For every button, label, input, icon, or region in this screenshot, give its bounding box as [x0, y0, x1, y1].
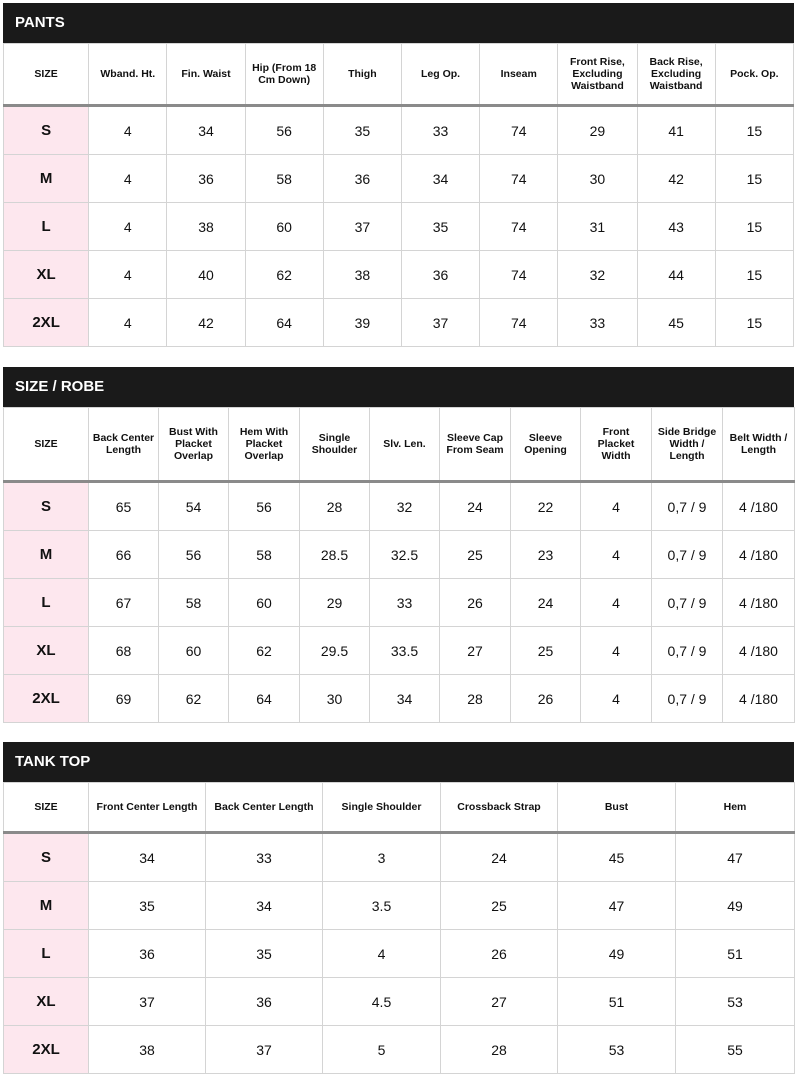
- table-cell: 43: [637, 203, 715, 251]
- table-cell: 49: [676, 882, 795, 930]
- column-header: SIZE: [4, 783, 89, 833]
- table-row: [4, 155, 794, 203]
- column-header: Bust: [558, 783, 676, 833]
- size-table: [3, 43, 794, 347]
- table-cell: 36: [206, 978, 323, 1026]
- table-cell: 60: [245, 203, 323, 251]
- column-header: Inseam: [480, 44, 558, 106]
- table-cell: 34: [206, 882, 323, 930]
- table-cell: 55: [676, 1026, 795, 1074]
- section-title: TANK TOP: [3, 742, 794, 782]
- column-header: Hem: [676, 783, 795, 833]
- table-cell: 32: [370, 482, 440, 531]
- table-cell: 4: [581, 482, 652, 531]
- column-header: Fin. Waist: [167, 44, 245, 106]
- table-cell: 56: [245, 106, 323, 155]
- column-header: Side Bridge Width / Length: [652, 408, 723, 482]
- size-cell: S: [4, 106, 89, 155]
- column-header: Back Center Length: [89, 408, 159, 482]
- table-cell: 4: [89, 251, 167, 299]
- table-row: [4, 579, 795, 627]
- size-table: [3, 782, 795, 1074]
- column-header: Slv. Len.: [370, 408, 440, 482]
- table-cell: 58: [245, 155, 323, 203]
- size-cell: XL: [4, 978, 89, 1026]
- table-cell: 37: [401, 299, 479, 347]
- table-cell: 35: [401, 203, 479, 251]
- table-cell: 4.5: [323, 978, 441, 1026]
- table-cell: 4: [581, 579, 652, 627]
- table-cell: 4 /180: [723, 675, 795, 723]
- column-header: SIZE: [4, 44, 89, 106]
- table-cell: 51: [558, 978, 676, 1026]
- table-cell: 22: [511, 482, 581, 531]
- table-cell: 25: [511, 627, 581, 675]
- table-cell: 30: [558, 155, 637, 203]
- column-header: Back Rise, Excluding Waistband: [637, 44, 715, 106]
- column-header: Single Shoulder: [323, 783, 441, 833]
- table-cell: 29: [558, 106, 637, 155]
- size-cell: S: [4, 482, 89, 531]
- table-cell: 36: [323, 155, 401, 203]
- table-cell: 74: [480, 299, 558, 347]
- size-cell: S: [4, 833, 89, 882]
- table-cell: 56: [159, 531, 229, 579]
- table-cell: 33: [558, 299, 637, 347]
- table-cell: 37: [89, 978, 206, 1026]
- column-header: Sleeve Cap From Seam: [440, 408, 511, 482]
- table-cell: 35: [89, 882, 206, 930]
- table-cell: 33.5: [370, 627, 440, 675]
- table-cell: 4 /180: [723, 531, 795, 579]
- table-cell: 4: [89, 203, 167, 251]
- table-cell: 60: [159, 627, 229, 675]
- column-header: Hip (From 18 Cm Down): [245, 44, 323, 106]
- table-cell: 15: [715, 299, 793, 347]
- column-header: Single Shoulder: [300, 408, 370, 482]
- table-cell: 4: [89, 155, 167, 203]
- table-cell: 29: [300, 579, 370, 627]
- table-cell: 51: [676, 930, 795, 978]
- table-cell: 26: [511, 675, 581, 723]
- table-cell: 31: [558, 203, 637, 251]
- table-row: [4, 978, 795, 1026]
- table-cell: 34: [167, 106, 245, 155]
- table-cell: 56: [229, 482, 300, 531]
- table-cell: 74: [480, 251, 558, 299]
- table-row: [4, 1026, 795, 1074]
- table-cell: 74: [480, 203, 558, 251]
- column-header: Pock. Op.: [715, 44, 793, 106]
- table-row: [4, 482, 795, 531]
- header-row: [4, 44, 794, 106]
- size-cell: M: [4, 155, 89, 203]
- size-cell: M: [4, 531, 89, 579]
- table-cell: 4 /180: [723, 579, 795, 627]
- table-cell: 4: [89, 299, 167, 347]
- table-cell: 38: [167, 203, 245, 251]
- table-cell: 26: [441, 930, 558, 978]
- table-cell: 53: [676, 978, 795, 1026]
- table-row: [4, 531, 795, 579]
- table-cell: 23: [511, 531, 581, 579]
- table-cell: 24: [440, 482, 511, 531]
- pants-section: [3, 3, 794, 347]
- table-cell: 41: [637, 106, 715, 155]
- table-cell: 44: [637, 251, 715, 299]
- table-cell: 68: [89, 627, 159, 675]
- table-cell: 28: [441, 1026, 558, 1074]
- column-header: Hem With Placket Overlap: [229, 408, 300, 482]
- table-cell: 26: [440, 579, 511, 627]
- section-title: PANTS: [3, 3, 794, 43]
- table-cell: 15: [715, 106, 793, 155]
- table-cell: 36: [89, 930, 206, 978]
- table-cell: 0,7 / 9: [652, 675, 723, 723]
- table-cell: 38: [323, 251, 401, 299]
- table-cell: 74: [480, 106, 558, 155]
- size-cell: XL: [4, 627, 89, 675]
- size-table: [3, 407, 795, 723]
- table-row: [4, 627, 795, 675]
- table-cell: 4: [581, 627, 652, 675]
- table-cell: 0,7 / 9: [652, 579, 723, 627]
- column-header: Sleeve Opening: [511, 408, 581, 482]
- table-cell: 34: [401, 155, 479, 203]
- table-cell: 27: [440, 627, 511, 675]
- size-cell: 2XL: [4, 675, 89, 723]
- tank-top-section: [3, 742, 794, 1074]
- table-cell: 24: [511, 579, 581, 627]
- table-cell: 64: [229, 675, 300, 723]
- table-cell: 38: [89, 1026, 206, 1074]
- table-cell: 28: [440, 675, 511, 723]
- header-row: [4, 783, 795, 833]
- table-cell: 30: [300, 675, 370, 723]
- size-cell: 2XL: [4, 1026, 89, 1074]
- table-cell: 33: [370, 579, 440, 627]
- table-cell: 4: [89, 106, 167, 155]
- table-cell: 27: [441, 978, 558, 1026]
- table-cell: 42: [167, 299, 245, 347]
- table-cell: 32.5: [370, 531, 440, 579]
- table-row: [4, 106, 794, 155]
- table-cell: 32: [558, 251, 637, 299]
- table-cell: 58: [229, 531, 300, 579]
- table-cell: 4: [581, 675, 652, 723]
- table-cell: 62: [159, 675, 229, 723]
- table-cell: 40: [167, 251, 245, 299]
- table-cell: 33: [401, 106, 479, 155]
- table-row: [4, 882, 795, 930]
- table-cell: 53: [558, 1026, 676, 1074]
- table-cell: 35: [206, 930, 323, 978]
- table-row: [4, 251, 794, 299]
- table-cell: 69: [89, 675, 159, 723]
- table-cell: 45: [637, 299, 715, 347]
- table-cell: 24: [441, 833, 558, 882]
- table-cell: 15: [715, 251, 793, 299]
- table-cell: 67: [89, 579, 159, 627]
- size-cell: L: [4, 203, 89, 251]
- section-title: SIZE / ROBE: [3, 367, 794, 407]
- table-cell: 36: [167, 155, 245, 203]
- table-cell: 3.5: [323, 882, 441, 930]
- table-cell: 34: [370, 675, 440, 723]
- table-cell: 0,7 / 9: [652, 627, 723, 675]
- column-header: Front Rise, Excluding Waistband: [558, 44, 637, 106]
- column-header: Front Center Length: [89, 783, 206, 833]
- column-header: Wband. Ht.: [89, 44, 167, 106]
- column-header: Crossback Strap: [441, 783, 558, 833]
- table-cell: 42: [637, 155, 715, 203]
- table-cell: 35: [323, 106, 401, 155]
- table-cell: 33: [206, 833, 323, 882]
- table-cell: 62: [245, 251, 323, 299]
- table-cell: 54: [159, 482, 229, 531]
- table-cell: 47: [676, 833, 795, 882]
- table-cell: 4 /180: [723, 627, 795, 675]
- header-row: [4, 408, 795, 482]
- table-cell: 49: [558, 930, 676, 978]
- table-cell: 37: [206, 1026, 323, 1074]
- table-cell: 37: [323, 203, 401, 251]
- table-cell: 45: [558, 833, 676, 882]
- size-cell: M: [4, 882, 89, 930]
- table-cell: 29.5: [300, 627, 370, 675]
- column-header: Belt Width / Length: [723, 408, 795, 482]
- table-cell: 60: [229, 579, 300, 627]
- table-cell: 0,7 / 9: [652, 531, 723, 579]
- table-cell: 58: [159, 579, 229, 627]
- table-row: [4, 675, 795, 723]
- column-header: Bust With Placket Overlap: [159, 408, 229, 482]
- table-cell: 47: [558, 882, 676, 930]
- table-cell: 25: [441, 882, 558, 930]
- table-cell: 15: [715, 155, 793, 203]
- column-header: Back Center Length: [206, 783, 323, 833]
- column-header: Leg Op.: [401, 44, 479, 106]
- table-cell: 28: [300, 482, 370, 531]
- table-cell: 15: [715, 203, 793, 251]
- size-cell: XL: [4, 251, 89, 299]
- column-header: SIZE: [4, 408, 89, 482]
- table-cell: 64: [245, 299, 323, 347]
- column-header: Thigh: [323, 44, 401, 106]
- table-cell: 66: [89, 531, 159, 579]
- table-row: [4, 299, 794, 347]
- table-cell: 3: [323, 833, 441, 882]
- table-cell: 74: [480, 155, 558, 203]
- table-cell: 36: [401, 251, 479, 299]
- size-cell: L: [4, 930, 89, 978]
- table-cell: 34: [89, 833, 206, 882]
- table-cell: 25: [440, 531, 511, 579]
- size-cell: L: [4, 579, 89, 627]
- table-row: [4, 833, 795, 882]
- table-row: [4, 203, 794, 251]
- table-cell: 62: [229, 627, 300, 675]
- table-cell: 0,7 / 9: [652, 482, 723, 531]
- size-cell: 2XL: [4, 299, 89, 347]
- table-cell: 28.5: [300, 531, 370, 579]
- table-cell: 4 /180: [723, 482, 795, 531]
- table-cell: 4: [323, 930, 441, 978]
- column-header: Front Placket Width: [581, 408, 652, 482]
- table-cell: 5: [323, 1026, 441, 1074]
- table-cell: 39: [323, 299, 401, 347]
- robe-section: [3, 367, 794, 723]
- table-cell: 65: [89, 482, 159, 531]
- table-row: [4, 930, 795, 978]
- table-cell: 4: [581, 531, 652, 579]
